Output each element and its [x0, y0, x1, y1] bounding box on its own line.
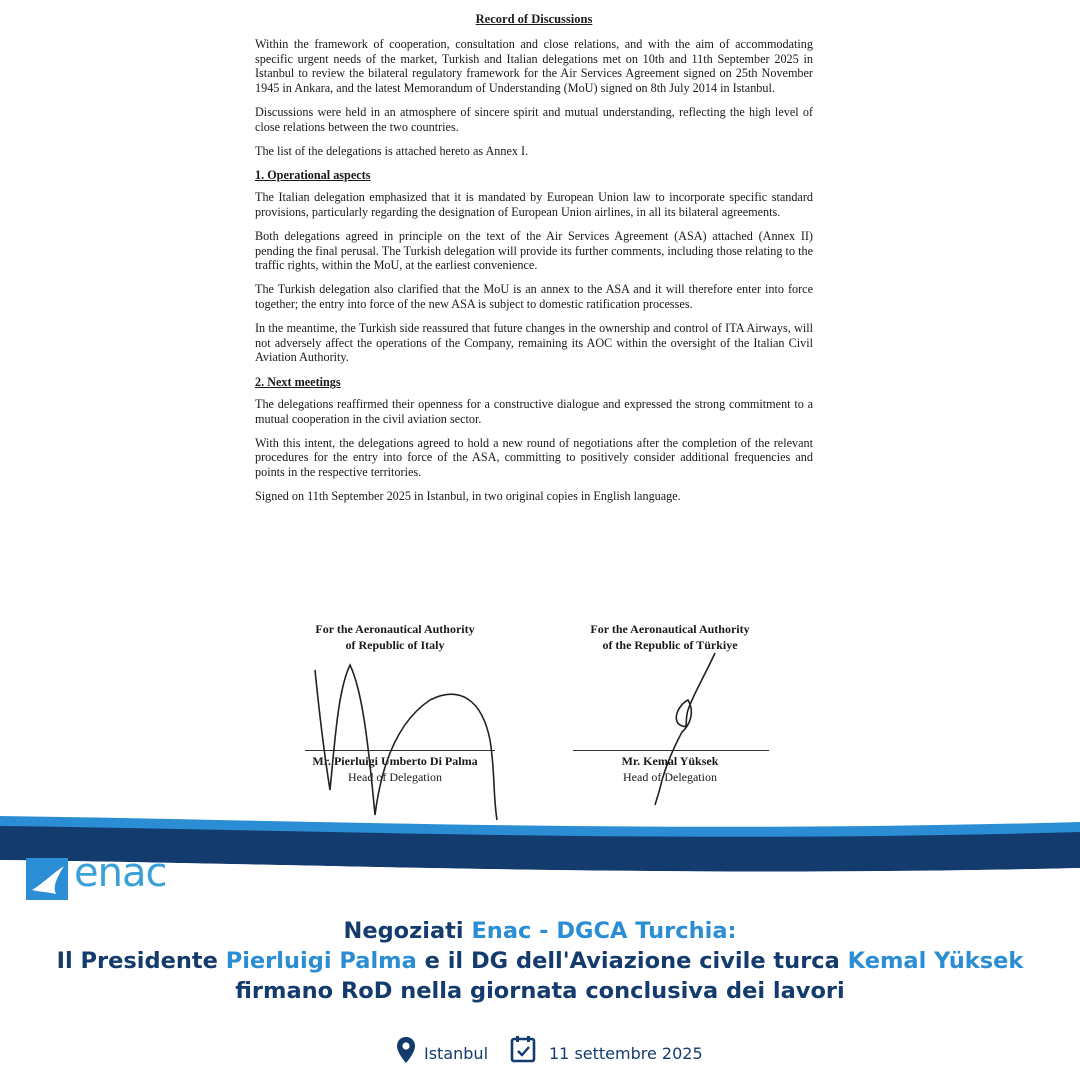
turkiye-authority-line1: For the Aeronautical Authority — [590, 622, 750, 636]
headline-text: e il DG dell'Aviazione civile turca — [416, 948, 848, 974]
atmosphere-paragraph: Discussions were held in an atmosphere of sincere spirit and mutual understanding, reflecting the high level of close relations between the two countries. — [255, 104, 813, 134]
section2-paragraph-2: With this intent, the delegations agreed to hold a new round of negotiations after the completion of the relevant procedures for the entry into force of the ASA, committing to positively consider additional frequencies and points in the respective territories. — [255, 435, 813, 480]
calendar-check-icon — [510, 1035, 538, 1063]
section1-heading: 1. Operational aspects — [255, 168, 371, 183]
footer — [0, 1040, 1080, 1070]
section1-paragraph-4: In the meantime, the Turkish side reassured that future changes in the ownership and control of ITA Airways, will not adversely affect the operations of the Company, remaining its AOC within the oversight of the Italian Civil Aviation Authority. — [255, 320, 813, 365]
italy-authority-line1: For the Aeronautical Authority — [315, 622, 475, 636]
section1-paragraph-2: Both delegations agreed in principle on the text of the Air Services Agreement (ASA) attached (Annex II) pending the final perusal. The Turkish delegation will provide its further comments, including those relating to the traffic rights, within the MoU, at the earliest convenience. — [255, 228, 813, 273]
italy-signatory-name: Mr. Pierluigi Umberto Di Palma — [312, 754, 478, 768]
headline-line-3: firmano RoD nella giornata conclusiva dei lavori — [235, 978, 845, 1004]
headline-line-2 — [0, 946, 1080, 976]
italy-signature-scribble — [315, 665, 497, 820]
section1-paragraph-1: The Italian delegation emphasized that it is mandated by European Union law to incorporate specific standard provisions, particularly regarding the designation of European Union airlines, in all its bilateral agreements. — [255, 190, 813, 219]
footer-date: 11 settembre 2025 — [549, 1044, 703, 1063]
enac-logo-mark — [26, 856, 70, 902]
document-title: Record of Discussions — [475, 12, 593, 26]
headline-highlight: Kemal Yüksek — [847, 948, 1024, 974]
enac-logo — [26, 850, 191, 902]
headline-line-1 — [0, 916, 1080, 946]
headline-highlight: Enac - DGCA Turchia: — [471, 918, 737, 944]
turkiye-signature-scribble — [655, 653, 715, 805]
intro-paragraph: Within the framework of cooperation, consultation and close relations, and with the aim of accommodating specific urgent needs of the market, Turkish and Italian delegations met on 10th and 11th September 2025 in Istanbul to review the bilateral regulatory framework for the Air Services Agreement signed on 25th November 1945 in Ankara, and the latest Memorandum of Understanding (MoU) signed on 8th July 2014 in Istanbul. — [255, 36, 813, 96]
map-pin-icon — [396, 1036, 416, 1064]
headline-text: Negoziati — [343, 918, 472, 944]
signed-line: Signed on 11th September 2025 in Istanbul, in two original copies in English language. — [255, 488, 681, 503]
section2-paragraph-1: The delegations reaffirmed their openness for a constructive dialogue and expressed the strong commitment to a mutual cooperation in the civil aviation sector. — [255, 396, 813, 426]
headline-highlight: Pierluigi Palma — [225, 948, 417, 974]
section1-paragraph-3: The Turkish delegation also clarified that the MoU is an annex to the ASA and it will therefore enter into force together; the entry into force of the new ASA is subject to domestic ratification processes. — [255, 282, 813, 311]
headline-text: Il Presidente — [56, 948, 226, 974]
italy-signatory-role: Head of Delegation — [348, 770, 442, 784]
headline — [0, 916, 1080, 1006]
turkiye-authority-line2: of the Republic of Türkiye — [602, 638, 738, 652]
enac-logo-text: enac — [74, 850, 167, 896]
italy-authority-line2: of Republic of Italy — [345, 638, 445, 652]
turkiye-signatory-role: Head of Delegation — [623, 770, 717, 784]
footer-location: Istanbul — [424, 1044, 489, 1063]
turkiye-signatory-name: Mr. Kemal Yüksek — [621, 754, 719, 768]
section2-heading: 2. Next meetings — [255, 375, 341, 390]
annex-paragraph: The list of the delegations is attached hereto as Annex I. — [255, 143, 529, 158]
